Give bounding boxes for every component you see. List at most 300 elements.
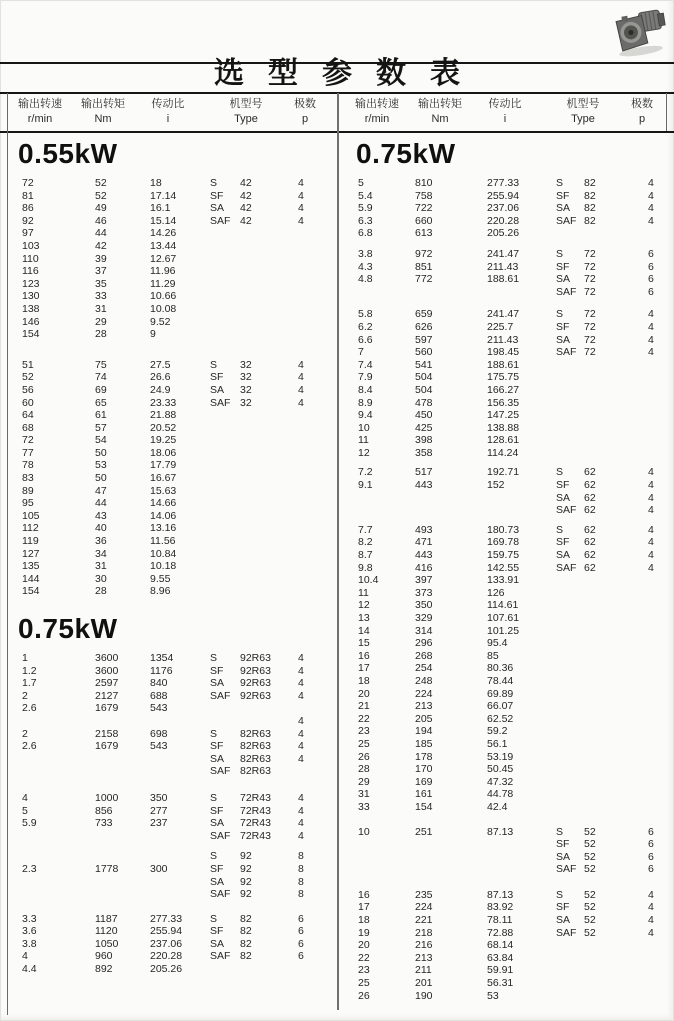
cell-ratio: 27.5 (150, 358, 171, 371)
table-row (8, 560, 337, 573)
table-row (346, 409, 672, 422)
cell-speed: 119 (22, 535, 39, 548)
column-header-speed (355, 97, 399, 127)
cell-torque: 268 (415, 649, 433, 662)
cell-speed: 7.9 (358, 371, 373, 384)
cell-type-prefix (556, 763, 584, 776)
cell-type-prefix (210, 560, 240, 573)
table-row (8, 925, 337, 938)
cell-speed: 8.4 (358, 383, 373, 396)
column-label: 输出转矩 (418, 98, 462, 110)
cell-ratio: 192.71 (487, 466, 520, 479)
cell-poles: 4 (648, 914, 654, 927)
cell-poles (298, 328, 338, 341)
cell-poles: 4 (298, 791, 304, 804)
cell-type-prefix (210, 227, 240, 240)
cell-torque: 1187 (95, 912, 118, 925)
cell-poles (298, 963, 338, 976)
cell-type-size: 62 (584, 479, 596, 492)
cell-speed: 3.8 (358, 247, 373, 260)
cell-ratio: 840 (150, 677, 168, 690)
cell-type-size: 72 (584, 273, 596, 286)
cell-type-prefix (556, 713, 584, 726)
cell-type-size: 42 (240, 202, 252, 215)
cell-torque: 178 (415, 750, 433, 763)
cell-speed: 6.3 (358, 214, 373, 227)
cell-ratio: 17.79 (150, 459, 177, 472)
cell-poles (648, 662, 674, 675)
cell-ratio: 95.4 (487, 637, 508, 650)
cell-ratio: 62.52 (487, 712, 514, 725)
cell-torque (415, 863, 487, 876)
cell-type-prefix (210, 303, 240, 316)
cell-type-prefix (556, 625, 584, 638)
cell-poles: 4 (648, 536, 654, 549)
cell-type-size (584, 713, 648, 726)
column-unit: r/min (364, 113, 390, 125)
table-row (346, 504, 672, 517)
cell-torque: 1679 (95, 740, 119, 753)
cell-type-size: 82R63 (240, 765, 271, 778)
cell-torque (95, 876, 150, 889)
cell-ratio: 543 (150, 740, 168, 753)
cell-ratio: 543 (150, 702, 168, 715)
cell-type-prefix: SA (556, 491, 571, 504)
cell-ratio: 255.94 (487, 189, 520, 202)
cell-type-size: 82 (240, 925, 252, 938)
table-row (346, 215, 672, 228)
table-row (8, 585, 337, 598)
data-block (346, 248, 672, 298)
cell-poles: 4 (648, 346, 654, 359)
cell-poles (298, 485, 338, 498)
cell-type-prefix (210, 702, 240, 715)
cell-type-prefix: S (556, 523, 564, 536)
cell-type-prefix: S (210, 358, 218, 371)
table-row (8, 227, 337, 240)
cell-type-prefix (556, 587, 584, 600)
cell-speed: 116 (22, 265, 39, 278)
cell-poles (648, 713, 674, 726)
cell-torque: 1778 (95, 862, 119, 875)
cell-poles (648, 751, 674, 764)
cell-poles: 4 (648, 491, 654, 504)
column-label: 传动比 (488, 98, 522, 110)
cell-type-size: 72R43 (240, 804, 271, 817)
cell-type-prefix (210, 290, 240, 303)
cell-torque: 626 (415, 320, 433, 333)
cell-torque: 170 (415, 763, 433, 776)
cell-torque: 373 (415, 586, 433, 599)
cell-type-prefix (210, 409, 240, 422)
cell-type-prefix: S (556, 247, 564, 260)
table-row (346, 574, 672, 587)
cell-type-prefix: SF (210, 371, 224, 384)
cell-torque: 772 (415, 273, 433, 286)
cell-poles (648, 599, 674, 612)
cell-torque: 450 (415, 409, 433, 422)
table-row (346, 637, 672, 650)
cell-torque: 398 (415, 434, 433, 447)
cell-torque: 43 (95, 509, 107, 522)
cell-type-size (584, 977, 648, 990)
column-label: 机型号 (229, 98, 263, 110)
cell-type-size: 82 (584, 214, 596, 227)
cell-torque (415, 504, 487, 517)
cell-ratio (150, 715, 210, 728)
cell-torque: 972 (415, 247, 433, 260)
cell-type-prefix (210, 535, 240, 548)
cell-speed: 1.7 (22, 677, 37, 690)
cell-speed: 9.8 (358, 561, 373, 574)
cell-poles (648, 688, 674, 701)
cell-ratio: 83.92 (487, 901, 514, 914)
cell-speed: 16 (358, 649, 370, 662)
cell-type-prefix (556, 371, 584, 384)
cell-type-prefix: SA (556, 850, 571, 863)
cell-speed: 5.9 (358, 202, 373, 215)
cell-torque (415, 838, 487, 851)
table-row (8, 665, 337, 678)
table-row (346, 422, 672, 435)
cell-ratio: 277 (150, 804, 168, 817)
column-header-ratio (152, 97, 185, 127)
cell-type-prefix: S (556, 177, 564, 189)
cell-speed: 23 (358, 964, 370, 977)
cell-type-prefix: S (210, 850, 218, 863)
cell-ratio (487, 851, 556, 864)
cell-type-prefix: SA (556, 333, 571, 346)
cell-type-size (240, 303, 298, 316)
cell-speed: 17 (358, 662, 370, 675)
cell-type-size (584, 788, 648, 801)
cell-torque: 39 (95, 252, 107, 265)
cell-speed: 23 (358, 725, 370, 738)
cell-type-prefix: SF (556, 320, 570, 333)
cell-torque: 185 (415, 737, 433, 750)
cell-poles: 8 (298, 850, 304, 863)
cell-ratio: 180.73 (487, 523, 520, 536)
cell-poles: 4 (648, 549, 654, 562)
cell-type-prefix: S (556, 825, 564, 838)
cell-ratio: 18 (150, 177, 162, 189)
table-row (346, 801, 672, 814)
table-row (8, 817, 337, 830)
cell-ratio: 159.75 (487, 549, 520, 562)
table-row (8, 384, 337, 397)
cell-ratio: 107.61 (487, 612, 520, 624)
cell-speed (358, 851, 415, 864)
cell-ratio: 225.7 (487, 320, 514, 333)
cell-poles (298, 422, 338, 435)
section-power-title: 0.75kW (18, 613, 118, 644)
cell-speed: 92 (22, 214, 34, 227)
table-row (8, 177, 337, 190)
cell-poles (298, 290, 338, 303)
cell-speed: 20 (358, 939, 370, 952)
column-unit: Type (234, 113, 258, 125)
table-row (8, 652, 337, 665)
cell-poles: 4 (648, 189, 654, 202)
cell-type-size: 32 (240, 383, 252, 396)
cell-torque: 36 (95, 535, 107, 548)
cell-type-prefix (556, 384, 584, 397)
cell-speed: 146 (22, 315, 40, 328)
cell-type-size (240, 265, 298, 278)
cell-poles: 6 (648, 850, 654, 863)
cell-ratio: 133.91 (487, 574, 520, 587)
cell-ratio (487, 504, 556, 517)
table-row (8, 950, 337, 963)
table-row (346, 939, 672, 952)
cell-speed: 154 (22, 585, 40, 598)
cell-torque: 37 (95, 265, 107, 278)
cell-type-size (584, 725, 648, 738)
table-row (346, 479, 672, 492)
table-row (346, 384, 672, 397)
cell-speed: 8.9 (358, 396, 373, 409)
cell-type-prefix (556, 637, 584, 650)
table-row (8, 278, 337, 291)
table-row (346, 725, 672, 738)
cell-speed: 51 (22, 358, 34, 371)
cell-type-prefix (210, 328, 240, 341)
table-row (346, 688, 672, 701)
cell-ratio: 126 (487, 586, 505, 599)
cell-type-size (240, 447, 298, 460)
cell-ratio: 15.14 (150, 214, 177, 227)
table-row (346, 763, 672, 776)
table-row (8, 888, 337, 901)
cell-poles: 4 (648, 901, 654, 914)
cell-ratio: 20.52 (150, 421, 177, 434)
cell-type-prefix: S (556, 466, 564, 479)
cell-speed: 29 (358, 775, 370, 788)
cell-speed (358, 863, 415, 876)
cell-type-prefix: SF (210, 925, 224, 938)
cell-type-prefix: SAF (210, 829, 231, 842)
column-header-ratio (489, 97, 522, 127)
table-row (8, 328, 337, 341)
cell-type-size (584, 990, 648, 1003)
cell-type-size (584, 738, 648, 751)
cell-type-size (240, 522, 298, 535)
cell-torque: 892 (95, 963, 113, 976)
column-label: 输出转速 (18, 98, 62, 110)
table-row (346, 371, 672, 384)
cell-ratio: 78.44 (487, 674, 514, 687)
cell-torque: 613 (415, 227, 433, 240)
cell-poles (648, 939, 674, 952)
cell-speed (22, 715, 95, 728)
cell-type-size: 52 (584, 825, 596, 838)
cell-speed: 7 (358, 346, 364, 359)
cell-ratio: 698 (150, 727, 168, 740)
table-row (8, 702, 337, 715)
cell-ratio: 188.61 (487, 273, 520, 286)
cell-speed: 10 (358, 825, 370, 838)
cell-type-size: 32 (240, 371, 252, 384)
cell-poles (648, 977, 674, 990)
cell-type-prefix (556, 434, 584, 447)
cell-torque: 660 (415, 214, 433, 227)
cell-speed: 2 (22, 727, 28, 740)
cell-ratio: 13.16 (150, 522, 177, 535)
table-row (346, 202, 672, 215)
table-row (8, 753, 337, 766)
cell-type-prefix: SA (556, 549, 571, 562)
cell-type-prefix: S (210, 791, 218, 804)
cell-torque (95, 715, 150, 728)
cell-type-prefix: SAF (556, 504, 577, 517)
cell-type-size (240, 485, 298, 498)
right-border-line (666, 93, 667, 131)
cell-poles: 4 (298, 727, 304, 740)
cell-poles: 4 (648, 202, 654, 215)
cell-ratio: 14.06 (150, 509, 177, 522)
cell-speed: 110 (22, 252, 39, 265)
cell-type-prefix (210, 265, 240, 278)
table-row (346, 321, 672, 334)
cell-poles (298, 240, 338, 253)
table-row (346, 625, 672, 638)
cell-speed: 60 (22, 396, 34, 409)
cell-ratio: 59.91 (487, 964, 514, 977)
data-block (8, 177, 337, 341)
table-row (346, 901, 672, 914)
cell-speed: 6.6 (358, 333, 373, 346)
cell-poles (298, 316, 338, 329)
cell-ratio: 80.36 (487, 662, 514, 675)
cell-type-size (240, 328, 298, 341)
cell-poles: 6 (648, 260, 654, 273)
cell-ratio: 8.96 (150, 585, 171, 598)
cell-poles (298, 522, 338, 535)
cell-ratio: 237.06 (150, 937, 183, 950)
cell-poles: 4 (648, 308, 654, 321)
cell-ratio: 169.78 (487, 536, 520, 549)
cell-type-prefix: SAF (210, 888, 231, 901)
cell-torque: 235 (415, 888, 433, 901)
cell-torque: 154 (415, 800, 433, 813)
cell-speed: 4.8 (358, 273, 373, 286)
cell-poles (648, 738, 674, 751)
cell-type-size: 42 (240, 189, 252, 202)
cell-type-size (584, 939, 648, 952)
cell-poles: 4 (648, 504, 654, 517)
table-row (346, 434, 672, 447)
column-label: 传动比 (151, 98, 185, 110)
cell-ratio: 16.67 (150, 472, 177, 485)
cell-type-size (584, 612, 648, 625)
cell-poles: 8 (298, 862, 304, 875)
cell-speed: 2 (22, 689, 28, 702)
cell-type-prefix: S (210, 912, 218, 925)
cell-ratio: 24.9 (150, 383, 171, 396)
cell-speed (22, 888, 95, 901)
cell-speed: 16 (358, 888, 370, 901)
table-row (346, 612, 672, 625)
cell-speed: 4.3 (358, 260, 373, 273)
cell-type-size (584, 688, 648, 701)
cell-type-size: 72R43 (240, 829, 271, 842)
data-block (346, 177, 672, 240)
cell-poles (648, 574, 674, 587)
cell-type-size: 82R63 (240, 752, 271, 765)
cell-type-size: 62 (584, 561, 596, 574)
cell-type-size: 92 (240, 850, 252, 863)
cell-type-prefix: SF (210, 664, 224, 677)
cell-speed (22, 876, 95, 889)
cell-torque: 960 (95, 950, 113, 963)
cell-poles: 4 (298, 677, 304, 690)
cell-poles (298, 447, 338, 460)
cell-poles: 6 (298, 912, 304, 925)
cell-poles: 4 (648, 888, 654, 901)
cell-poles (648, 801, 674, 814)
cell-type-size (584, 637, 648, 650)
column-label: 输出转速 (355, 98, 399, 110)
cell-speed: 5.4 (358, 189, 373, 202)
table-row (346, 738, 672, 751)
cell-torque: 211 (415, 964, 432, 977)
cell-ratio: 11.96 (150, 265, 176, 278)
cell-type-size (240, 702, 298, 715)
cell-ratio: 220.28 (487, 214, 520, 227)
cell-torque: 52 (95, 177, 107, 189)
table-row (8, 397, 337, 410)
cell-poles: 6 (298, 925, 304, 938)
cell-speed: 130 (22, 290, 40, 303)
cell-torque: 810 (415, 177, 433, 189)
table-row (346, 261, 672, 274)
cell-torque: 201 (415, 977, 433, 990)
table-row (346, 751, 672, 764)
cell-type-size (240, 548, 298, 561)
cell-poles (648, 397, 674, 410)
cell-type-prefix: SA (210, 937, 225, 950)
cell-type-prefix (556, 409, 584, 422)
cell-speed: 7.4 (358, 358, 373, 371)
cell-torque: 31 (95, 302, 107, 315)
cell-poles: 4 (648, 479, 654, 492)
cell-type-prefix: SA (556, 273, 571, 286)
cell-torque (95, 765, 150, 778)
cell-speed: 5 (22, 804, 28, 817)
table-row (8, 573, 337, 586)
cell-type-size: 82 (240, 937, 252, 950)
cell-type-prefix (556, 725, 584, 738)
cell-speed: 12 (358, 599, 370, 612)
cell-torque: 224 (415, 901, 433, 914)
cell-ratio (487, 863, 556, 876)
cell-speed: 5 (358, 177, 364, 189)
cell-poles: 4 (298, 371, 304, 384)
data-block (346, 308, 672, 459)
cell-torque: 3600 (95, 664, 119, 677)
cell-speed: 103 (22, 239, 40, 252)
cell-poles (298, 303, 338, 316)
cell-ratio: 78.11 (487, 914, 513, 927)
cell-torque: 40 (95, 522, 107, 535)
data-block (8, 913, 337, 976)
table-row (346, 447, 672, 460)
cell-poles: 4 (298, 689, 304, 702)
cell-type-prefix: SA (210, 817, 225, 830)
cell-speed: 26 (358, 750, 370, 763)
cell-type-prefix: SAF (210, 765, 231, 778)
section-power-title: 0.75kW (356, 138, 456, 169)
